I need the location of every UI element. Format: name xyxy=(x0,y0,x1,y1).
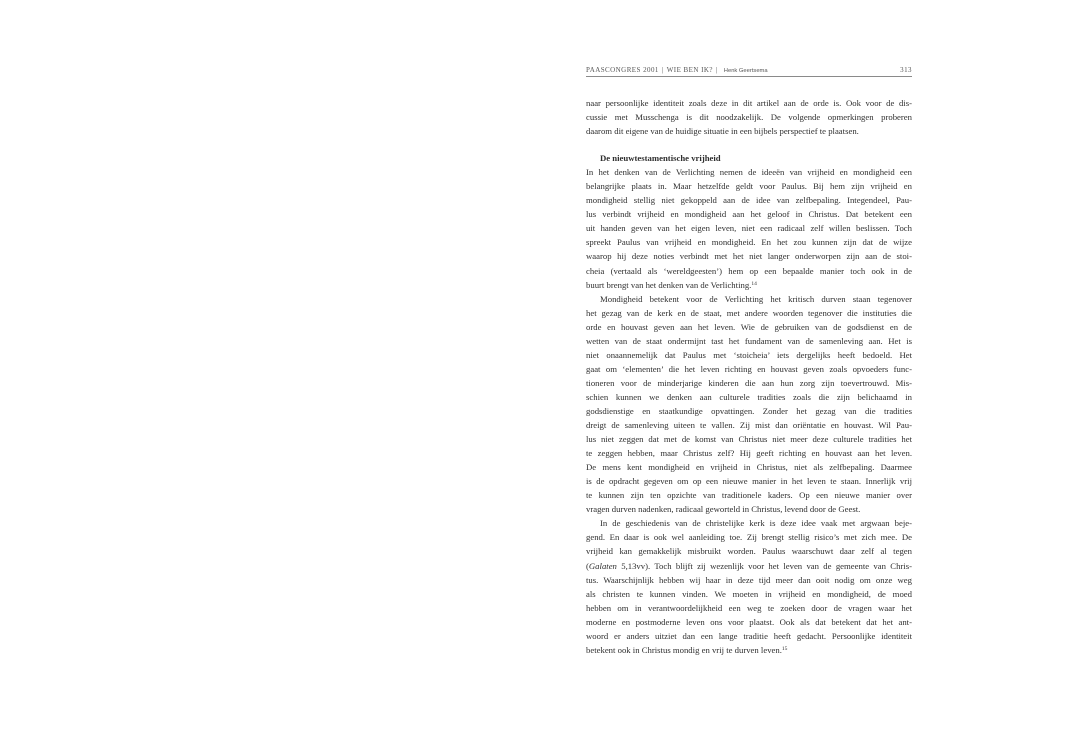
text-line: lus niet zeggen dat met de komst van Christus niet meer deze culturele tradities het xyxy=(586,434,912,445)
section-heading: De nieuwtestamentische vrijheid xyxy=(600,153,721,164)
text-line: vrijheid kan gemakkelijk misbruikt worden. Paulus waarschuwt daar zelf al tegen xyxy=(586,546,912,557)
text-line: belangrijke plaats in. Maar hetzelfde geldt voor Paulus. Bij hem zijn vrijheid en xyxy=(586,181,912,192)
paragraph-3 xyxy=(586,516,912,656)
text-line: naar persoonlijke identiteit zoals deze in dit artikel aan de orde is. Ook voor de dis- xyxy=(586,98,912,108)
text-line: niet onaannemelijk dat Paulus met ‘stoicheia’ iets dergelijks heeft bedoeld. Het xyxy=(586,349,912,360)
paragraph-2 xyxy=(586,292,912,517)
text-line: waarop hij deze noties verbindt met het niet langer onderworpen zijn aan de stoi- xyxy=(586,251,912,262)
text-line: gend. En daar is ook wel aanleiding toe. Zij brengt stellig risico’s met zich mee. De xyxy=(586,532,912,543)
text-line: wetten van de staat ondermijnt tast het fundament van de samenleving aan. Het is xyxy=(586,335,912,346)
text-line: is de opdracht gegeven om op een nieuwe manier in het leven te staan. Innerlijk vrij xyxy=(586,476,912,487)
text-line: orde en houvast geven aan het leven. Wie de gebruiken van de godsdienst en de xyxy=(586,321,912,332)
text-line-with-footnote xyxy=(586,278,912,292)
text-segment: ). Toch blijft zij wezenlijk voor het leven van de gemeente van Chris- xyxy=(645,560,912,571)
text-line: het gezag van de kerk en de staat, met andere woorden tegenover die instituties die xyxy=(586,307,912,318)
text-line: cussie met Musschenga is dit noodzakelijk. De volgende opmerkingen proberen xyxy=(586,112,912,123)
page-number: 313 xyxy=(900,66,912,74)
body-text xyxy=(586,96,912,657)
text-line: daarom dit eigene van de huidige situatie in een bijbels perspectief te plaatsen. xyxy=(586,126,859,137)
text-segment: buurt brengt van het denken van de Verlichting. xyxy=(586,279,752,290)
text-line: In het denken van de Verlichting nemen de ideeën van vrijheid en mondigheid een xyxy=(586,167,912,178)
text-line: tus. Waarschijnlijk hebben wij haar in deze tijd meer dan ooit nodig om onze weg xyxy=(586,574,912,585)
text-line: te zeggen hebben, maar Christus zelf? Hij geeft richting en houvast aan het leven. xyxy=(586,448,912,459)
footnote-ref-15[interactable]: 15 xyxy=(781,645,788,652)
paren-open: ( xyxy=(586,560,589,571)
text-line: De mens kent mondigheid en vrijheid in Christus, niet als zelfbepaling. Daarmee xyxy=(586,462,912,473)
text-line: woord er anders uitziet dan een lange traditie heeft gedacht. Persoonlijke identiteit xyxy=(586,630,912,641)
bible-book-reference: Galaten xyxy=(588,560,617,571)
text-line: cheia (vertaald als ‘wereldgeesten’) hem op een bepaalde manier toch ook in de xyxy=(586,265,912,276)
text-line: moderne en postmoderne leven ons voor plaatst. Ook als dat betekent dat het ant- xyxy=(586,616,912,627)
text-line: spreekt Paulus van vrijheid en mondigheid. En het zou kunnen zijn dat de wijze xyxy=(586,237,912,248)
text-line: uit handen geven van het eigen leven, niet een radicaal zelf willen beslissen. Toch xyxy=(586,223,912,234)
text-line: In de geschiedenis van de christelijke kerk is deze idee vaak met argwaan beje- xyxy=(600,518,912,529)
running-head-title: PAASCONGRES 2001 xyxy=(586,66,659,74)
paragraph-1 xyxy=(586,165,912,291)
text-line: als christen te kunnen vinden. We moeten in vrijheid en mondigheid, de moed xyxy=(586,588,912,599)
text-line: mondigheid stellig niet gekoppeld aan de idee van zelfbepaling. Integendeel, Pau- xyxy=(586,195,912,206)
text-line: lus verbindt vrijheid en mondigheid aan het geloof in Christus. Dat betekent een xyxy=(586,209,912,220)
text-line: hebben om in verantwoordelijkheid een weg te zoeken door de vragen waar het xyxy=(586,602,912,613)
text-line-with-footnote xyxy=(586,643,912,657)
footnote-ref-14[interactable]: 14 xyxy=(751,280,757,287)
text-line: gaat om ‘elementen’ die het leven richting en houvast geven zoals opvoeders func- xyxy=(586,363,912,374)
text-segment: betekent ook in Christus mondig en vrij te durven leven. xyxy=(586,644,782,655)
intro-paragraph xyxy=(586,96,912,138)
text-line: schien kunnen we denken aan culturele tradities zoals die zijn belichaamd in xyxy=(586,391,912,402)
running-head-author: Henk Geertsema xyxy=(723,68,768,74)
book-page-313 xyxy=(586,66,912,657)
text-line: te kunnen zijn ten opzichte van traditionele kaders. Op een nieuwe manier over xyxy=(586,490,912,501)
running-head-separator-2: | xyxy=(715,66,718,74)
text-line: Mondigheid betekent voor de Verlichting het kritisch durven staan tegenover xyxy=(600,293,912,304)
bible-verse-reference: 5,13vv xyxy=(616,560,646,571)
running-head-subtitle: WIE BEN IK? xyxy=(666,66,713,74)
running-head xyxy=(586,66,912,77)
running-head-separator: | xyxy=(661,66,664,74)
text-line: vragen durven nadenken, radicaal geworteld in Christus, levend door de Geest. xyxy=(586,504,861,515)
text-line: tioneren voor de minderjarige kinderen die aan hun zorg zijn toevertrouwd. Mis- xyxy=(586,377,912,388)
text-line-with-reference xyxy=(586,559,912,573)
text-line: dreigt de samenleving uiteen te vallen. Zij mist dan oriëntatie en houvast. Wil Pau- xyxy=(586,420,912,431)
text-line: godsdienstige en staatkundige opvattingen. Zonder het gezag van die tradities xyxy=(586,405,912,416)
